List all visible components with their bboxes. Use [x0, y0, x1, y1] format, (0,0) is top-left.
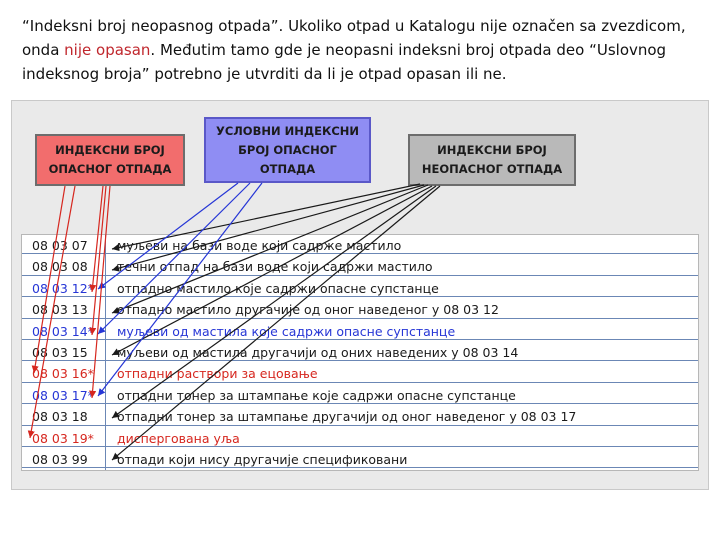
- waste-description: отпади који нису другачије спецификовани: [117, 452, 408, 467]
- hazardous-box-line-1: ИНДЕКСНИ БРОЈ: [55, 143, 165, 157]
- waste-code: 08 03 07: [32, 238, 88, 253]
- waste-description: отпадни раствори за ецовање: [117, 366, 318, 382]
- column-divider: [105, 235, 106, 470]
- conditional-box-line-2: БРОЈ ОПАСНОГ: [238, 142, 337, 157]
- table-row: [22, 430, 698, 447]
- waste-description: отпадни тонер за штампање другачији од оног наведеног у 08 03 17: [117, 409, 577, 425]
- waste-code: 08 03 14*: [32, 323, 94, 339]
- table-row: [22, 408, 698, 425]
- waste-description: отпадни тонер за штампање које садржи опасне супстанце: [117, 387, 516, 403]
- nonhazardous-index-box: [408, 134, 576, 186]
- table-row: [22, 451, 698, 468]
- waste-description: муљеви од мастила које садржи опасне супстанце: [117, 323, 456, 339]
- waste-description: диспергована уља: [117, 430, 240, 446]
- waste-description: течни отпад на бази воде који садржи мастило: [117, 259, 433, 275]
- intro-text-1: “Indeksni broj neopasnog otpada”. Ukoliko otpad u Katalogu nije označen sa zvezdicom, onda: [22, 17, 686, 59]
- waste-code: 08 03 12*: [32, 280, 94, 296]
- hazardous-index-box: [35, 134, 185, 186]
- waste-catalog-table: [21, 234, 699, 471]
- table-row: [22, 387, 698, 404]
- waste-description: муљеви од мастила другачији од оних наведених у 08 03 14: [117, 345, 519, 360]
- waste-description: отпадно мастило другачије од оног наведеног у 08 03 12: [117, 302, 499, 318]
- intro-paragraph: [22, 14, 702, 86]
- table-row: [22, 301, 698, 318]
- waste-code: 08 03 08: [32, 259, 88, 275]
- waste-description: отпадно мастило које садржи опасне супстанце: [117, 280, 439, 296]
- table-row: [22, 237, 698, 254]
- intro-text-highlight: nije opasan: [64, 41, 151, 59]
- table-row: [22, 258, 698, 275]
- hazardous-box-line-2: ОПАСНОГ ОТПАДА: [48, 162, 172, 176]
- waste-code: 08 03 99: [32, 452, 88, 467]
- waste-code: 08 03 17*: [32, 387, 94, 403]
- waste-code: 08 03 16*: [32, 366, 94, 382]
- conditional-index-box: [204, 117, 371, 183]
- conditional-box-line-1: УСЛОВНИ ИНДЕКСНИ: [215, 123, 360, 138]
- nonhazardous-box-line-1: ИНДЕКСНИ БРОЈ: [437, 143, 547, 157]
- nonhazardous-box-line-2: НЕОПАСНОГ ОТПАДА: [421, 162, 563, 176]
- waste-code: 08 03 15: [32, 345, 88, 360]
- waste-code: 08 03 18: [32, 409, 88, 425]
- table-row: [22, 365, 698, 382]
- table-row: [22, 280, 698, 297]
- waste-code: 08 03 13: [32, 302, 88, 318]
- table-row: [22, 323, 698, 340]
- waste-description: муљеви на бази воде који садрже мастило: [117, 238, 402, 253]
- conditional-box-line-3: ОТПАДА: [259, 161, 316, 176]
- table-row: [22, 344, 698, 361]
- waste-code: 08 03 19*: [32, 430, 94, 446]
- intro-text-2: . Međutim tamo gde je neopasni indeksni broj otpada deo “Uslovnog indeksnog broja” potrebno je utvrditi da li je otpad opasan ili ne.: [22, 41, 667, 83]
